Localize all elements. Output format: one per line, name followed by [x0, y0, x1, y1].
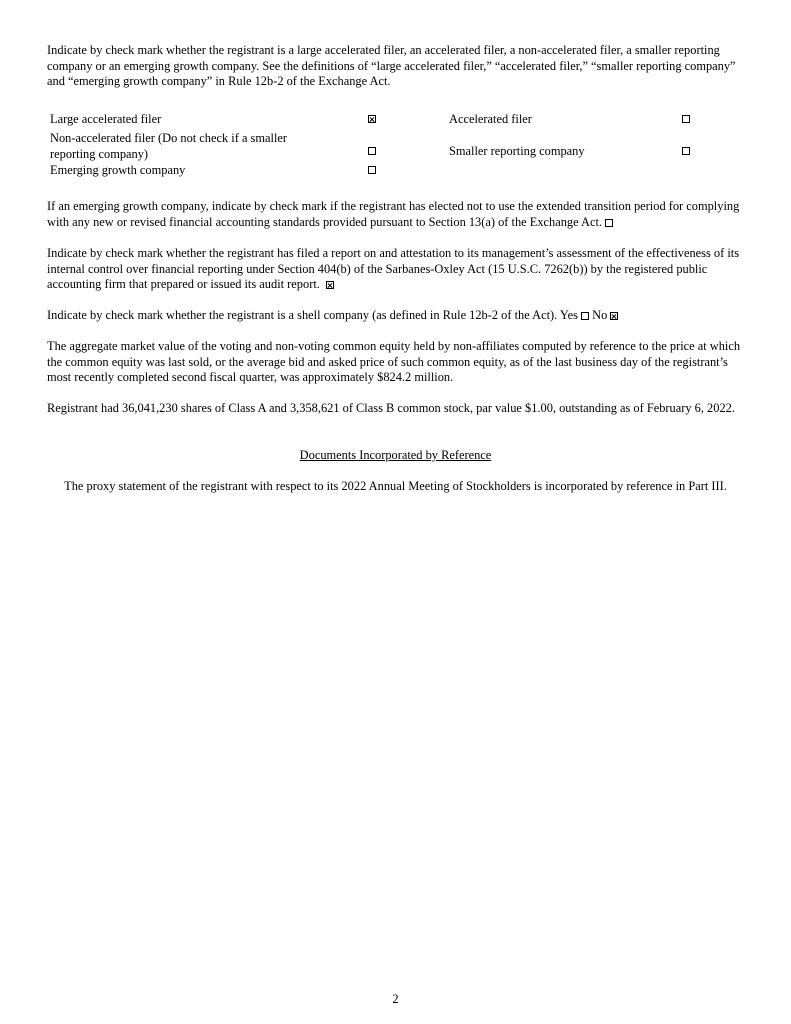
- page-number: 2: [392, 992, 399, 1006]
- non-accelerated-filer-label: [50, 131, 287, 162]
- documents-incorporated-heading: Documents Incorporated by Reference: [299, 448, 492, 462]
- large-accelerated-filer-checkbox[interactable]: [368, 115, 376, 123]
- non-accelerated-filer-label-line1: Non-accelerated filer (Do not check if a smaller: [50, 131, 288, 145]
- accelerated-filer-checkbox[interactable]: [682, 115, 690, 123]
- smaller-reporting-company-label: Smaller reporting company: [449, 144, 585, 158]
- proxy-statement-paragraph: The proxy statement of the registrant with respect to its 2022 Annual Meeting of Stockholders is incorporated by reference in Part III.: [64, 479, 727, 493]
- emerging-growth-transition-text: If an emerging growth company, indicate by check mark if the registrant has elected not to use the extended transition period for complying with any new or revised financial accounting standards provided pursuant to Section 13(a) of the Exchange Act.: [47, 199, 740, 229]
- non-accelerated-filer-checkbox[interactable]: [368, 147, 376, 155]
- market-value-paragraph: The aggregate market value of the voting and non-voting common equity held by non-affiliates computed by reference to the price at which the common equity was last sold, or the average bid and asked price of such common equity, as of the last business day of the registrant’s most recently completed second fiscal quarter, was approximately $824.2 million.: [47, 339, 741, 385]
- icfr-attestation-text: Indicate by check mark whether the registrant has filed a report on and attestation to its management’s assessment of the effectiveness of its internal control over financial reporting under Section 404(b) of the Sarbanes-Oxley Act (15 U.S.C. 7262(b)) by the registered public accounting firm that prepared or issued its audit report.: [47, 246, 740, 292]
- emerging-growth-transition-paragraph: [47, 199, 747, 230]
- shell-company-no-checkbox[interactable]: [610, 312, 618, 320]
- non-accelerated-filer-label-line2: reporting company): [50, 146, 149, 161]
- filer-status-intro: Indicate by check mark whether the registrant is a large accelerated filer, an accelerated filer, a non-accelerated filer, a smaller reporting company or an emerging growth company. See the definitions of “large accelerated filer,” “accelerated filer,” “smaller reporting company” and “emerging growth company” in Rule 12b-2 of the Exchange Act.: [47, 43, 736, 89]
- emerging-growth-company-label: Emerging growth company: [50, 163, 186, 177]
- smaller-reporting-company-checkbox[interactable]: [682, 147, 690, 155]
- shell-company-yes-checkbox[interactable]: [581, 312, 589, 320]
- icfr-attestation-checkbox[interactable]: [326, 281, 334, 289]
- accelerated-filer-label: Accelerated filer: [449, 112, 532, 126]
- large-accelerated-filer-label: Large accelerated filer: [50, 112, 162, 126]
- shell-company-yes-label: Yes: [559, 308, 578, 322]
- shell-company-text: Indicate by check mark whether the registrant is a shell company (as defined in Rule 12b-2 of the Act).: [47, 308, 558, 322]
- shell-company-paragraph: [47, 308, 747, 324]
- shell-company-no-label: No: [592, 308, 608, 322]
- emerging-growth-company-checkbox[interactable]: [368, 166, 376, 174]
- emerging-growth-transition-checkbox[interactable]: [605, 219, 613, 227]
- shares-outstanding-paragraph: Registrant had 36,041,230 shares of Class A and 3,358,621 of Class B common stock, par value $1.00, outstanding as of February 6, 2022.: [47, 401, 735, 415]
- icfr-attestation-paragraph: [47, 246, 747, 293]
